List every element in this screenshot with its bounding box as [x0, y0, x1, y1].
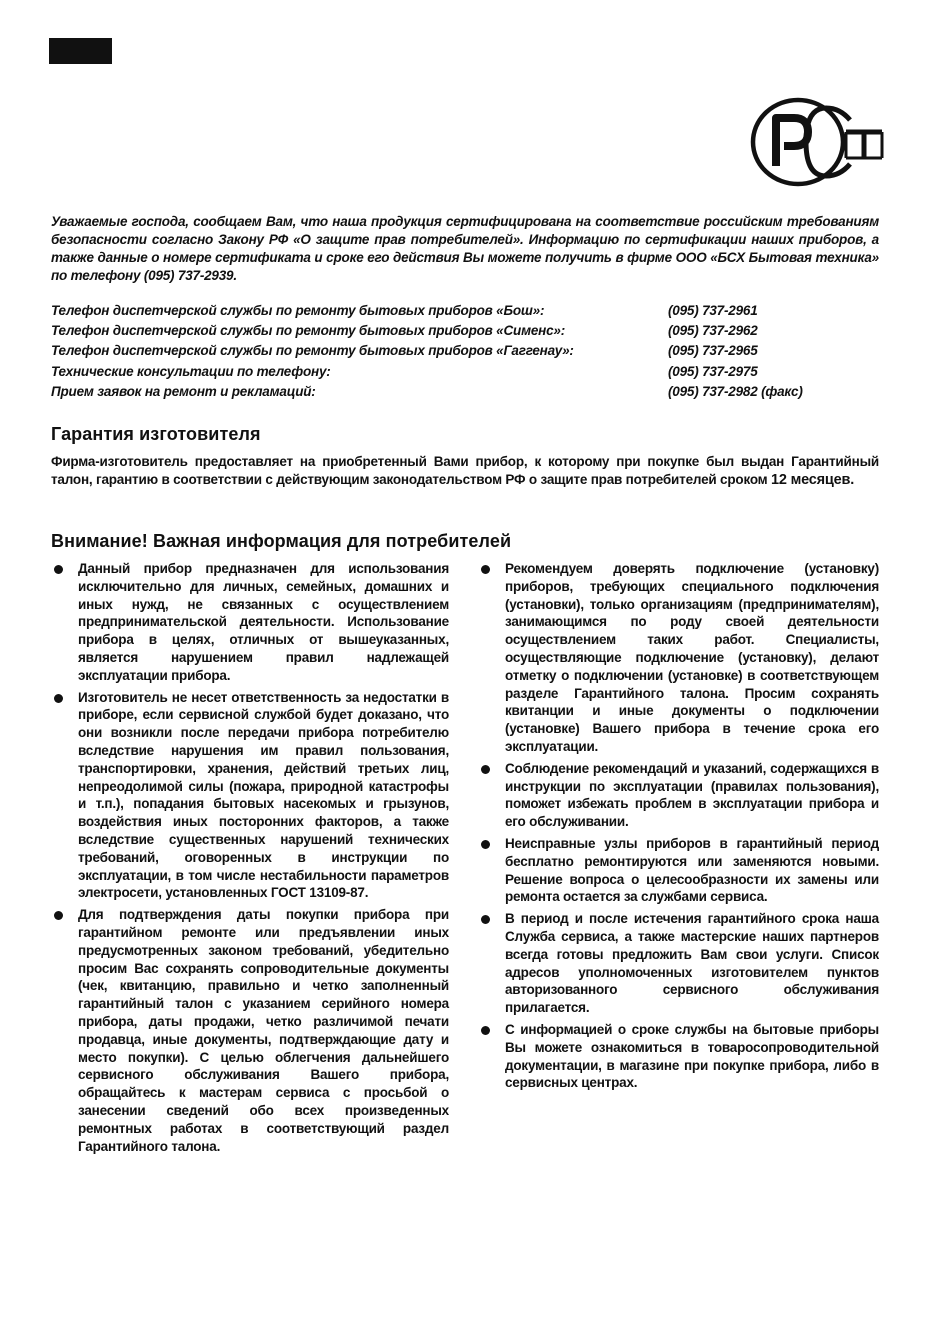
list-item — [478, 1021, 879, 1092]
list-item-text: Соблюдение рекомендаций и указаний, содержащихся в инструкции по эксплуатации (правилах пользования), поможет избежать проблем в эксплуатации прибора и его обслуживании. — [505, 760, 879, 830]
bullet-icon — [481, 565, 490, 574]
phone-number: (095) 737-2982 (факс) — [668, 383, 803, 399]
bullet-icon — [481, 915, 490, 924]
list-item-text: С информацией о сроке службы на бытовые приборы Вы можете ознакомиться в товаросопроводительной документации, в магазине при покупке прибора, либо в сервисных центрах. — [505, 1021, 879, 1091]
list-item — [51, 560, 449, 685]
phone-label: Телефон диспетчерской службы по ремонту бытовых приборов «Бош»: — [51, 303, 545, 318]
bullet-icon — [54, 911, 63, 920]
rst-certification-logo — [746, 96, 886, 188]
warranty-term: 12 месяцев. — [771, 471, 855, 488]
bullet-icon — [481, 840, 490, 849]
list-item-text: В период и после истечения гарантийного срока наша Служба сервиса, а также мастерские наших партнеров всегда готовы предложить Вам свои услуги. Список адресов уполномоченных изготовителем пунктов авторизованного сервисного обслуживания прилагается. — [505, 911, 879, 1016]
certification-intro: Уважаемые господа, сообщаем Вам, что наша продукция сертифицирована на соответствие российским требованиям безопасности согласно Закону РФ «О защите прав потребителей». Информацию по сертификации наших приборов, а также данные о номере сертификата и сроке его действия Вы можете получить в фирме ООО «БСХ Бытовая техника» по телефону (095) 737-2939. — [51, 214, 879, 283]
phone-row — [51, 382, 879, 402]
phone-number: (095) 737-2975 — [668, 363, 758, 379]
phone-label: Телефон диспетчерской службы по ремонту бытовых приборов «Сименс»: — [51, 323, 566, 339]
phone-number: (095) 737-2961 — [668, 303, 758, 318]
bullet-icon — [481, 765, 490, 774]
attention-list-left — [51, 560, 449, 1159]
bullet-icon — [54, 694, 63, 703]
list-item — [51, 689, 449, 903]
attention-heading: Внимание! Важная информация для потребителей — [51, 531, 512, 551]
bullet-icon — [481, 1026, 490, 1035]
list-item-text: Неисправные узлы приборов в гарантийный период бесплатно ремонтируются или заменяются новыми. Решение вопроса о целесообразности их замены или ремонта остается за службами сервиса. — [505, 835, 879, 905]
phone-row — [51, 301, 879, 321]
list-item — [478, 910, 879, 1017]
list-item — [51, 906, 449, 1155]
phone-row — [51, 341, 879, 361]
list-item-text: Рекомендуем доверять подключение (установку) приборов, требующих специального подключения (установки), только организациям (предпринимателям), занимающимся по роду своей деятельности осуществлением таких работ. Специалисты, осуществляющие подключение (установку), делают отметку о подключении (установке) в соответствующем разделе Гарантийного талона. Просим сохранять квитанции и иные документы о подключении (установке) Вашего прибора в течение срока его эксплуатации. — [505, 561, 879, 754]
phone-label: Телефон диспетчерской службы по ремонту бытовых приборов «Гаггенау»: — [51, 343, 574, 359]
black-header-tab — [49, 38, 112, 64]
warranty-text: Фирма-изготовитель предоставляет на приобретенный Вами прибор, к которому при покупке был выдан Гарантийный талон, гарантию в соответствии с действующим законодательством РФ о защите прав потребителей сроком — [51, 454, 879, 487]
phone-row — [51, 321, 879, 341]
attention-list-right — [478, 560, 879, 1096]
warranty-paragraph — [51, 453, 879, 490]
phone-label: Технические консультации по телефону: — [51, 363, 331, 379]
list-item — [478, 560, 879, 756]
phone-list — [51, 301, 879, 402]
warranty-heading: Гарантия изготовителя — [51, 424, 261, 444]
list-item — [478, 835, 879, 906]
bullet-icon — [54, 565, 63, 574]
phone-label: Прием заявок на ремонт и рекламаций: — [51, 383, 316, 399]
phone-row — [51, 362, 879, 382]
list-item-text: Данный прибор предназначен для использования исключительно для личных, семейных, домашних и иных нужд, не связанных с осуществлением предпринимательской деятельности. Использование прибора в целях, отличных от вышеуказанных, является нарушением правил надлежащей эксплуатации прибора. — [78, 561, 449, 683]
list-item-text: Изготовитель не несет ответственность за недостатки в приборе, если сервисной службой будет доказано, что они возникли после передачи прибора потребителю вследствие нарушения им правил пользования, транспортировки, хранения, действий третьих лиц, непреодолимой силы (пожара, природной катастрофы и т.п.), попадания бытовых насекомых и грызунов, воздействия иных посторонних факторов, а также вследствие существенных нарушений технических требований, оговоренных в инструкции по эксплуатации, в том числе нестабильности параметров электросети, установленных ГОСТ 13109-87. — [78, 689, 449, 901]
phone-number: (095) 737-2965 — [668, 343, 758, 359]
phone-number: (095) 737-2962 — [668, 323, 758, 339]
list-item — [478, 760, 879, 831]
list-item-text: Для подтверждения даты покупки прибора при гарантийном ремонте или предъявлении иных предусмотренных законом требований, убедительно просим Вас сохранять сопроводительные документы (чек, квитанцию, правильно и четко заполненный гарантийный талон с указанием серийного номера прибора, даты продажи, четко различимой печати продавца, иные документы, подтверждающие дату и место покупки). С целью облегчения дальнейшего сервисного обслуживания Вашего прибора, обращайтесь к мастерам сервиса с просьбой о занесении сведений обо всех произведенных ремонтных работах в соответствующий раздел Гарантийного талона. — [78, 907, 449, 1154]
